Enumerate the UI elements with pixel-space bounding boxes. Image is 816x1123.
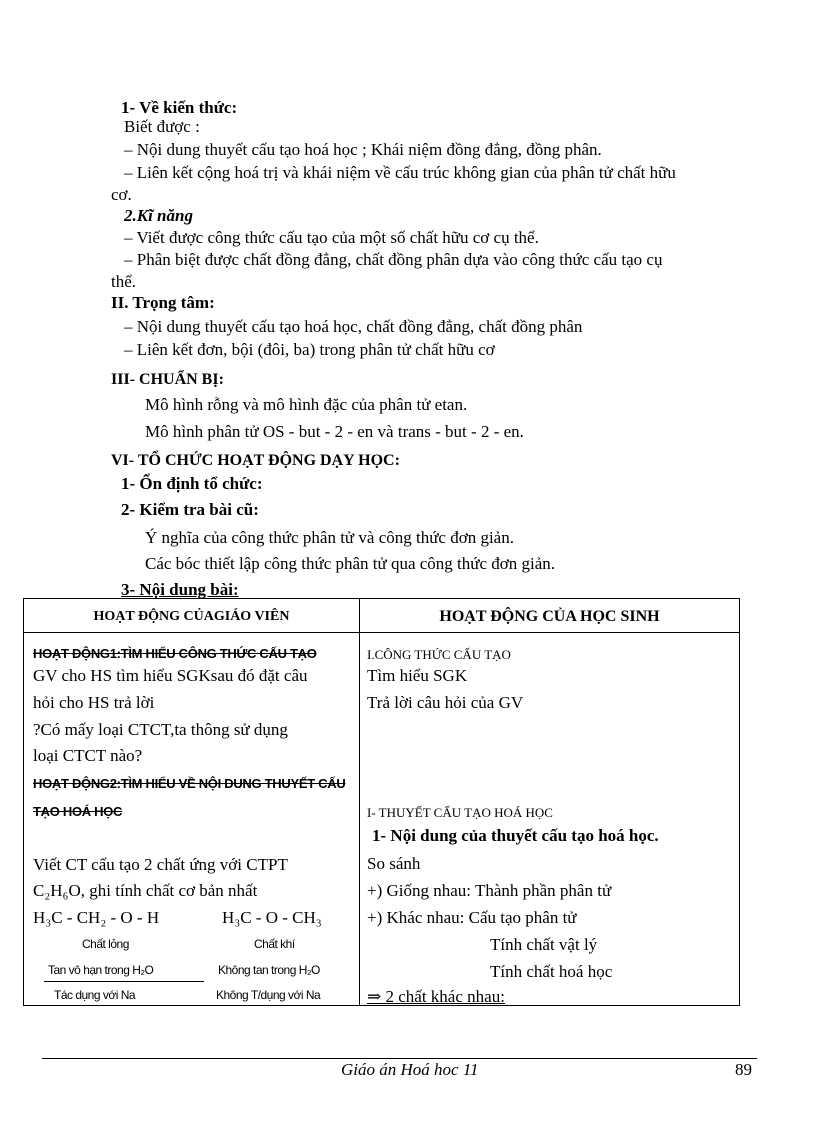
section-focus-item: – Nội dung thuyết cấu tạo hoá học, chất đồng đẳng, chất đồng phân	[124, 317, 583, 336]
teacher-column-header-label: HOẠT ĐỘNG CỦAGIÁO VIÊN	[93, 609, 290, 624]
section-knowledge-item: – Liên kết cộng hoá trị và khái niệm về cấu trúc không gian của phân tử chất hữu	[124, 163, 676, 182]
section-knowledge-heading: 1- Về kiến thức:	[121, 98, 238, 117]
teacher-line: GV cho HS tìm hiểu SGKsau đó đặt câu	[33, 666, 308, 685]
property-left: Chất lỏng	[82, 937, 129, 951]
section-focus-item: – Liên kết đơn, bội (đôi, ba) trong phân tử chất hữu cơ	[124, 340, 495, 359]
teacher-line: ?Có mấy loại CTCT,ta thông sử dụng	[33, 720, 288, 739]
section-prep-item: Mô hình phân tử OS - but - 2 - en và trans - but - 2 - en.	[145, 422, 524, 441]
section-skills-item: thể.	[111, 272, 137, 291]
compare-line: So sánh	[367, 854, 421, 873]
property-right: Không T/dụng với Na	[216, 988, 321, 1002]
student-line: Tìm hiểu SGK	[367, 666, 468, 685]
conclusion: ⇒ 2 chất khác nhau:	[367, 987, 505, 1006]
step-review: 2- Kiểm tra bài cũ:	[121, 500, 259, 519]
section-knowledge-item: cơ.	[111, 185, 132, 204]
footer-rule	[42, 1058, 757, 1059]
task-line: C₂H₆O, ghi tính chất cơ bản nhất	[33, 881, 258, 900]
property-right: Chất khí	[254, 937, 295, 951]
student-section1-title: I.CÔNG THỨC CẤU TẠO	[367, 647, 511, 662]
section-skills-item: – Viết được công thức cấu tạo của một số chất hữu cơ cụ thể.	[124, 228, 539, 247]
student-line: Trả lời câu hỏi của GV	[367, 693, 524, 712]
compare-sub: Tính chất hoá học	[490, 962, 613, 981]
task-line: Viết CT cấu tạo 2 chất ứng với CTPT	[33, 855, 288, 874]
property-left: Tan vô hạn trong H₂O	[48, 963, 154, 977]
activity2-title: HOẠT ĐỘNG2:TÌM HIỂU VỀ NỘI DUNG THUYẾT CẤU	[33, 776, 346, 791]
formula-dimethyl-ether: H₃C - O - CH₃	[222, 908, 322, 927]
student-column-header	[360, 599, 740, 633]
section-org-heading: VI- TỔ CHỨC HOẠT ĐỘNG DẠY HỌC:	[111, 452, 400, 469]
review-item: Ý nghĩa của công thức phân tử và công thức đơn giản.	[145, 528, 514, 547]
section-knowledge-item: – Nội dung thuyết cấu tạo hoá học ; Khái niệm đồng đẳng, đồng phân.	[124, 140, 602, 159]
section-knowledge-intro: Biết được :	[124, 117, 200, 136]
property-right: Không tan trong H₂O	[218, 963, 320, 977]
teacher-line: hỏi cho HS trả lời	[33, 693, 155, 712]
teacher-line: loại CTCT nào?	[33, 746, 143, 765]
activity2-title-cont: TẠO HOÁ HỌC	[33, 804, 123, 819]
step-stabilize: 1- Ổn định tổ chức:	[121, 474, 263, 493]
review-item: Các bóc thiết lập công thức phân tử qua công thức đơn giản.	[145, 554, 556, 573]
compare-line: +) Khác nhau: Cấu tạo phân tử	[367, 908, 577, 927]
formula-ethanol: H₃C - CH₂ - O - H	[33, 908, 160, 927]
property-left: Tác dụng với Na	[54, 988, 136, 1002]
section-prep-item: Mô hình rỗng và mô hình đặc của phân tử etan.	[145, 395, 468, 414]
section-prep-heading: III- CHUẨN BỊ:	[111, 371, 224, 388]
property-underline	[44, 981, 204, 982]
teacher-column-header	[24, 599, 360, 633]
step-content: 3- Nội dung bài:	[121, 580, 239, 599]
student-section2-title: I- THUYẾT CẤU TẠO HOÁ HỌC	[367, 805, 553, 820]
student-section2-subtitle: 1- Nội dung của thuyết cấu tạo hoá học.	[372, 826, 659, 845]
section-skills-item: – Phân biệt được chất đồng đẳng, chất đồng phân dựa vào công thức cấu tạo cụ	[124, 250, 663, 269]
compare-sub: Tính chất vật lý	[490, 935, 598, 954]
activity-table	[23, 598, 740, 1006]
student-column	[360, 633, 740, 1006]
teacher-column	[24, 633, 360, 1006]
section-focus-heading: II. Trọng tâm:	[111, 293, 215, 312]
student-column-header-label: HOẠT ĐỘNG CỦA HỌC SINH	[439, 608, 660, 625]
page-number: 89	[735, 1060, 752, 1079]
section-skills-heading: 2.Kĩ năng	[124, 206, 193, 225]
footer-title: Giáo án Hoá hoc 11	[341, 1060, 479, 1079]
activity1-title: HOẠT ĐỘNG1:TÌM HIỂU CÔNG THỨC CẤU TẠO	[33, 646, 317, 661]
compare-line: +) Giống nhau: Thành phần phân tử	[367, 881, 612, 900]
